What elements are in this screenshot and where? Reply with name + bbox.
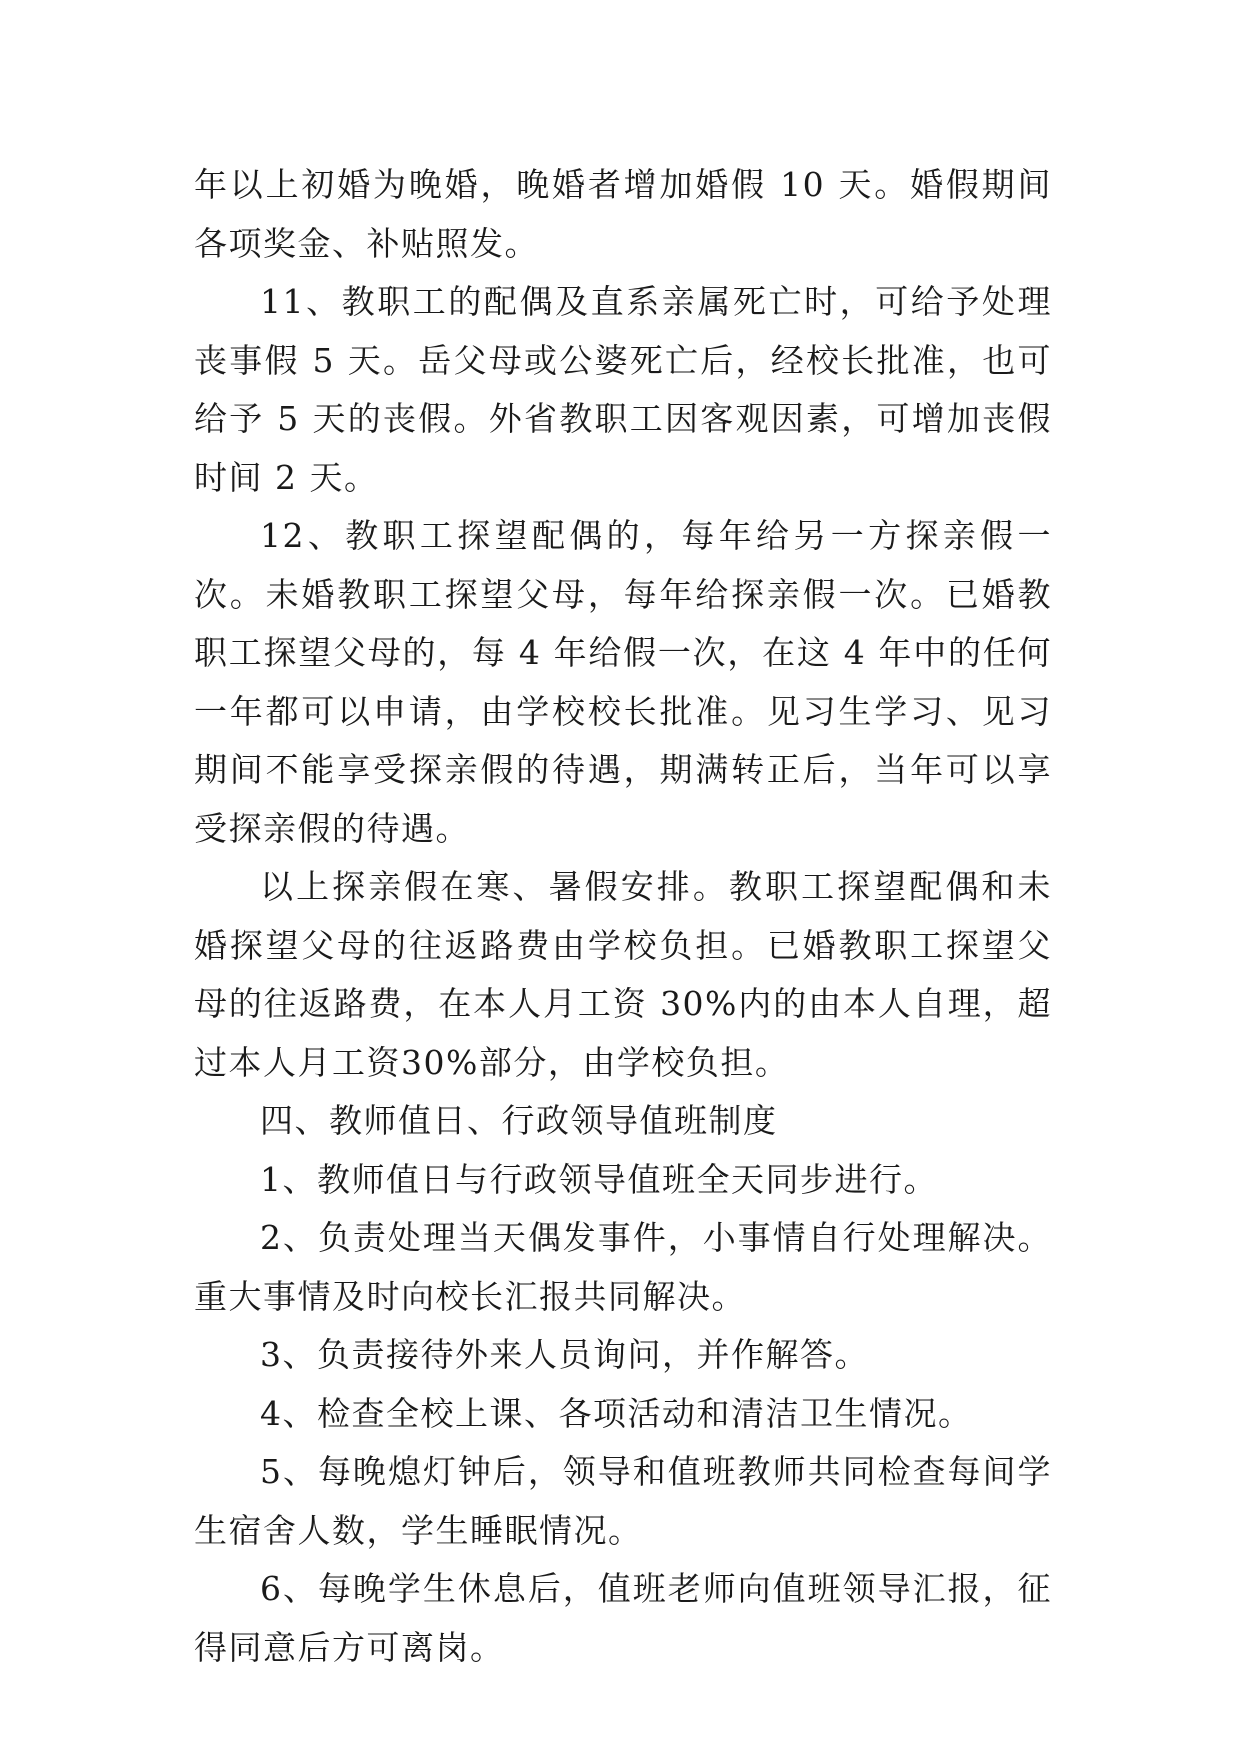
paragraph-visit-leave-travel-costs: 以上探亲假在寒、暑假安排。教职工探望配偶和未婚探望父母的往返路费由学校负担。已婚教职工探望父母的往返路费，在本人月工资 30%内的由本人自理，超过本人月工资30%部分，由学校负担。 — [194, 867, 1052, 1082]
paragraph-duty-item-3: 3、负责接待外来人员询问，并作解答。 — [260, 1335, 869, 1374]
paragraph-duty-item-4: 4、检查全校上课、各项活动和清洁卫生情况。 — [260, 1393, 973, 1433]
document-body — [194, 156, 1052, 1677]
paragraph-11-bereavement-leave: 11、教职工的配偶及直系亲属死亡时，可给予处理丧事假 5 天。岳父母或公婆死亡后，经校长批准，也可给予 5 天的丧假。外省教职工因客观因素，可增加丧假时间 2 天。 — [194, 282, 1052, 497]
paragraph-12-family-visit-leave: 12、教职工探望配偶的，每年给另一方探亲假一次。未婚教职工探望父母，每年给探亲假一次。已婚教职工探望父母的，每 4 年给假一次，在这 4 年中的任何一年都可以申请，由学校校长批准。见习生学习、见习期间不能享受探亲假的待遇，期满转正后，当年可以享受探亲假的待遇。 — [194, 516, 1052, 848]
paragraph-duty-item-5: 5、每晚熄灯钟后，领导和值班教师共同检查每间学生宿舍人数，学生睡眠情况。 — [194, 1452, 1052, 1550]
paragraph-duty-item-1: 1、教师值日与行政领导值班全天同步进行。 — [260, 1159, 938, 1199]
paragraph-marriage-leave-continued: 年以上初婚为晚婚，晚婚者增加婚假 10 天。婚假期间各项奖金、补贴照发。 — [194, 165, 1052, 263]
paragraph-duty-item-2: 2、负责处理当天偶发事件，小事情自行处理解决。重大事情及时向校长汇报共同解决。 — [194, 1218, 1052, 1316]
paragraph-duty-item-6: 6、每晚学生休息后，值班老师向值班领导汇报，征得同意后方可离岗。 — [194, 1569, 1052, 1667]
section-heading-duty-system: 四、教师值日、行政领导值班制度 — [260, 1101, 778, 1140]
